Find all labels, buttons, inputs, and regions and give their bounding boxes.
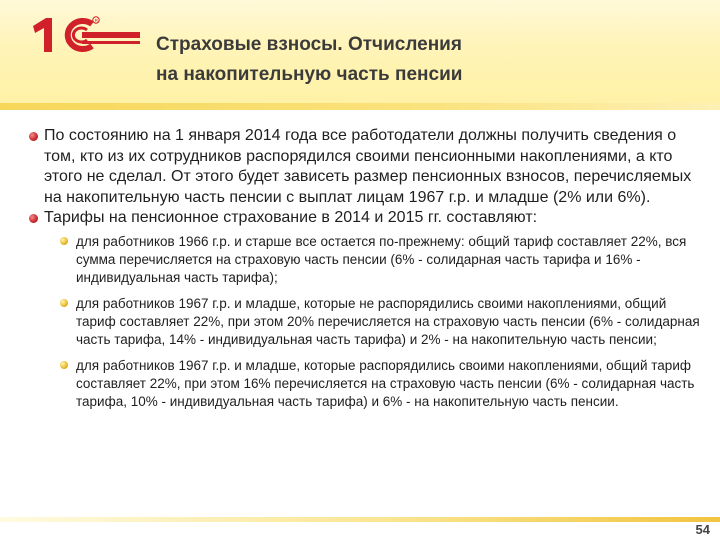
title-line-2: на накопительную часть пенсии [156,64,463,85]
sub-bullet-text: для работников 1966 г.р. и старше все остается по-прежнему: общий тариф составляет 22%, вся сумма перечисляется на страховую часть пенсии (6% - солидарная часть тарифа и 16% - индивидуальная часть тарифа); [76,233,687,285]
sub-bullet-text: для работников 1967 г.р. и младше, которые не распорядились своими накоплениями, общий тариф составляет 22%, при этом 20% перечисляется на страховую часть пенсии (6% - солидарная часть тарифа, 14% - индивидуальная часть тарифа) и 2% - на накопительную часть пенсии; [76,295,700,347]
footer-divider [0,517,720,522]
bullet-text: По состоянию на 1 января 2014 года все работодатели должны получить сведения о том, кто из их сотрудников распорядился своими пенсионными накоплениями, а кто этого не сделал. От этого будет зависеть размер пенсионных взносов, перечисляемых на накопительную часть пенсии с выплат лицам 1967 г.р. и младше (2% или 6%). [44,127,692,206]
svg-text:R: R [94,18,98,23]
slide-content [30,126,702,419]
1c-logo [30,14,150,54]
yellow-bullet-icon [60,299,68,307]
slide-header [0,0,720,103]
red-bullet-icon [29,214,38,223]
page-number: 54 [695,522,710,537]
yellow-bullet-icon [60,237,68,245]
sub-bullet-item [60,233,702,287]
bullet-item-2 [30,208,702,229]
slide-title [156,30,676,90]
sub-bullet-item [60,295,702,349]
title-line-1: Страховые взносы. Отчисления [156,34,462,55]
bullet-text: Тарифы на пенсионное страхование в 2014 и 2015 гг. составляют: [44,209,538,226]
bullet-item-1 [30,126,702,208]
sub-bullet-text: для работников 1967 г.р. и младше, которые распорядились своими накоплениями, общий тариф составляет 22%, при этом 16% перечисляется на страховую часть пенсии (6% - солидарная часть тарифа, 10% - индивидуальная часть тарифа) и 6% - на накопительную часть пенсии. [76,357,695,409]
red-bullet-icon [29,132,38,141]
sub-bullet-item [60,357,702,411]
header-divider [0,103,720,110]
sub-bullet-list [60,233,702,411]
yellow-bullet-icon [60,361,68,369]
